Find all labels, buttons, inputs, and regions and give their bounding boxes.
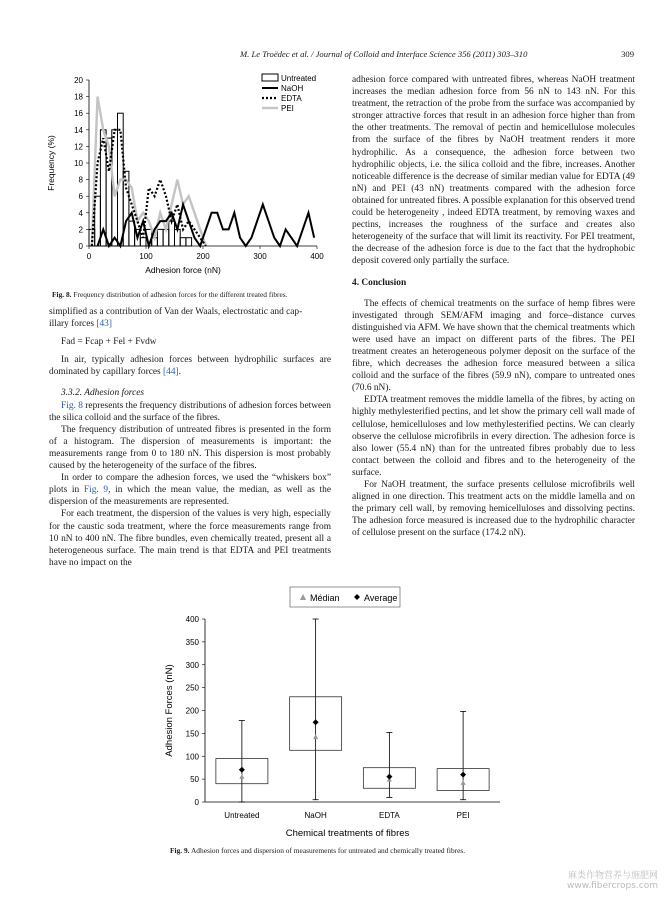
figure-9-caption-text: Adhesion forces and dispersion of measurements for untreated and chemically treated fibres. — [190, 846, 466, 855]
p1-text: represents the frequency distributions of adhesion forces between the silica colloid and the surface of the fibres. — [49, 400, 331, 423]
intro-line — [49, 306, 331, 330]
figure-8-label: Fig. 8. — [52, 290, 72, 299]
paragraph-dispersion: For each treatment, the dispersion of the values is very high, especially for the caustic soda treatment, where the force measurements range from 10 nN to 400 nN. The fibre bundles, even chemically treated, present all a heterogeneous surface. The main trend is that EDTA and PEI treatments have no impact on the — [49, 509, 331, 568]
intro-text-1: simplified as a contribution of Van der Waals, electrostatic and cap- — [49, 307, 303, 317]
y-tick-label: 18 — [74, 92, 83, 102]
y-tick-label: 6 — [78, 192, 83, 202]
y-tick-label: 2 — [78, 225, 83, 235]
paragraph-conclusion-2: EDTA treatment removes the middle lamella of the fibres, by acting on highly methylesterified pectins, and let show the primary cell wall made of cellulose, hemicelluloses and low methylesterified pectins. We can clearly observe the cellulose microfibrils in every direction. The adhesion force is also lower (55.4 nN) than for the untreated fibres probably due to less contact between the colloid and fibres and to the heterogeneity of the surface. — [352, 395, 635, 478]
figure-9-caption — [170, 846, 570, 855]
paragraph-conclusion-1: The effects of chemical treatments on the surface of hemp fibres were investigated through SEM/AFM imaging and force–distance curves distinguished via AFM. We have shown that the chemical treatments which were used have an impact on different parts of the fibres. The PEI treatment creates an heterogeneous polymer deposit on the surface of the fibre, which decreases the adhesion force measured between a silica colloid and the surface of the fibres (59.9 nN), compare to untreated ones (70.6 nN). — [352, 298, 635, 394]
y-tick-label: 16 — [74, 109, 83, 119]
figure-8-caption — [52, 290, 342, 299]
x-tick-label: 200 — [196, 252, 210, 261]
intro-text-2: illary forces — [49, 319, 97, 330]
page-number: 309 — [621, 49, 634, 59]
legend-label-edta: EDTA — [281, 94, 302, 103]
y-tick-label: 14 — [74, 125, 83, 135]
figure-9-chart — [150, 585, 522, 840]
legend-label-naoh: NaOH — [281, 84, 304, 93]
legend-swatch-untreated — [262, 74, 278, 81]
running-header — [0, 49, 672, 63]
y-tick-label: 8 — [78, 175, 83, 185]
x-axis-title: Adhesion force (nN) — [145, 265, 221, 275]
histogram-bar — [169, 221, 175, 246]
fig9-link[interactable]: Fig. 9 — [83, 485, 109, 496]
legend-label-untreated: Untreated — [281, 74, 317, 83]
paragraph-untreated: The frequency distribution of untreated fibres is presented in the form of a histogram. The dispersion of measurements is important: the measurements range from 0 to 180 nN. This dispersion is most probably caused by the heterogeneity of the surface of the fibres. — [49, 424, 331, 472]
ref-44-link[interactable]: [44] — [163, 367, 179, 378]
y-tick-label: 100 — [185, 752, 199, 762]
paragraph-naoh-discussion: adhesion force compared with untreated fibres, whereas NaOH treatment increases the median adhesion force from 56 nN to 143 nN. For this treatment, the retraction of the probe from the surface was accompanied by stronger attractive forces that result in an adhesion force higher than from the other treatments. The removal of pectin and hemicellulose molecules from the surface of the fibres by NaOH treatment renders it more hydrophilic. As a consequence, the adhesion force between two hydrophilic objects, i.e. the silica colloid and the fibre, increases. Another noticeable difference is the decrease of similar median value for EDTA (49 nN) and PEI (43 nN) treatments compared with the adhesion force obtained for untreated fibres. A possible explanation for this observed trend could be heterogeneity , indeed EDTA treatment, by removing waxes and pectins, increases the roughness of the surface and creates also heterogeneity of the surface that will limit its reactivity. For PEI treatment, the decrease of the adhesion force is due to the fact that the hydrophobic deposit covered only partially the surface. — [352, 75, 635, 267]
paragraph-fig8-ref — [49, 400, 331, 424]
right-column — [352, 74, 635, 539]
legend-label-median: Médian — [310, 593, 340, 603]
histogram-bar — [140, 238, 146, 246]
y-tick-label: 10 — [74, 159, 83, 168]
figure-9-label: Fig. 9. — [170, 846, 190, 855]
y-tick-label: 0 — [78, 242, 83, 251]
x-axis-title: Chemical treatments of fibres — [285, 828, 410, 839]
y-tick-label: 20 — [74, 76, 83, 85]
watermark — [567, 868, 658, 891]
y-tick-label: 350 — [185, 637, 199, 647]
p3-text-b: , in which the mean value, the median, as well as the dispersion of the measurements are represented. — [49, 485, 331, 508]
x-tick-label: 0 — [86, 252, 92, 261]
series-line-naoh — [98, 205, 315, 247]
legend-label-pei: PEI — [281, 104, 294, 113]
legend-label-average: Average — [364, 593, 398, 603]
capillary-end: . — [178, 367, 181, 378]
y-tick-label: 12 — [74, 142, 83, 152]
fig8-link[interactable]: Fig. 8 — [61, 400, 83, 411]
y-axis-title: Adhesion Forces (nN) — [164, 664, 175, 757]
histogram-bar — [180, 238, 186, 246]
subsection-heading: 3.3.2. Adhesion forces — [61, 388, 145, 399]
y-tick-label: 50 — [190, 775, 199, 785]
x-tick-label: 400 — [310, 252, 324, 261]
y-tick-label: 250 — [185, 683, 199, 693]
journal-reference: M. Le Troëdec et al. / Journal of Colloid and Interface Science 356 (2011) 303–310 — [240, 49, 528, 59]
y-tick-label: 4 — [78, 208, 83, 218]
paragraph-whiskers — [49, 472, 331, 508]
figure-8-chart — [40, 68, 340, 284]
category-label: PEI — [456, 811, 470, 820]
histogram-bar — [186, 238, 192, 246]
watermark-line-2: www.fibercrops.com — [567, 881, 658, 891]
y-tick-label: 150 — [185, 729, 199, 739]
left-column — [49, 306, 331, 569]
capillary-text: In air, typically adhesion forces between hydrophilic surfaces are dominated by capillary forces — [49, 355, 331, 378]
x-tick-label: 100 — [139, 252, 153, 261]
category-label: NaOH — [304, 811, 327, 820]
adhesion-formula: Fad = Fcap + Fel + Fvdw — [61, 337, 157, 348]
p3-text-a: In order to compare the adhesion forces, we used the “whiskers box” plots in — [49, 473, 331, 496]
y-tick-label: 0 — [194, 798, 199, 807]
histogram-bar — [157, 229, 163, 246]
watermark-line-1: 麻类作物营养与施肥网 — [567, 871, 658, 881]
y-tick-label: 400 — [185, 615, 199, 624]
ref-43-link[interactable]: [43] — [96, 319, 112, 330]
y-tick-label: 200 — [185, 706, 199, 716]
x-tick-label: 300 — [253, 252, 267, 261]
section-heading-conclusion: 4. Conclusion — [352, 277, 407, 288]
paragraph-capillary — [49, 354, 331, 378]
y-axis-title: Frequency (%) — [46, 135, 56, 191]
y-tick-label: 300 — [185, 660, 199, 670]
category-label: EDTA — [379, 811, 400, 820]
figure-8-caption-text: Frequency distribution of adhesion forces for the different treated fibres. — [73, 290, 288, 299]
paragraph-conclusion-3: For NaOH treatment, the surface presents cellulose microfibrils well aligned in one direction. This treatment acts on the middle lamella and on the primary cell wall, by removing hemicelluloses and dissolving pectins. The adhesion force measured is increased due to the hydrophilic character of cellulose present on the surface (174.2 nN). — [352, 480, 635, 539]
category-label: Untreated — [224, 811, 260, 820]
